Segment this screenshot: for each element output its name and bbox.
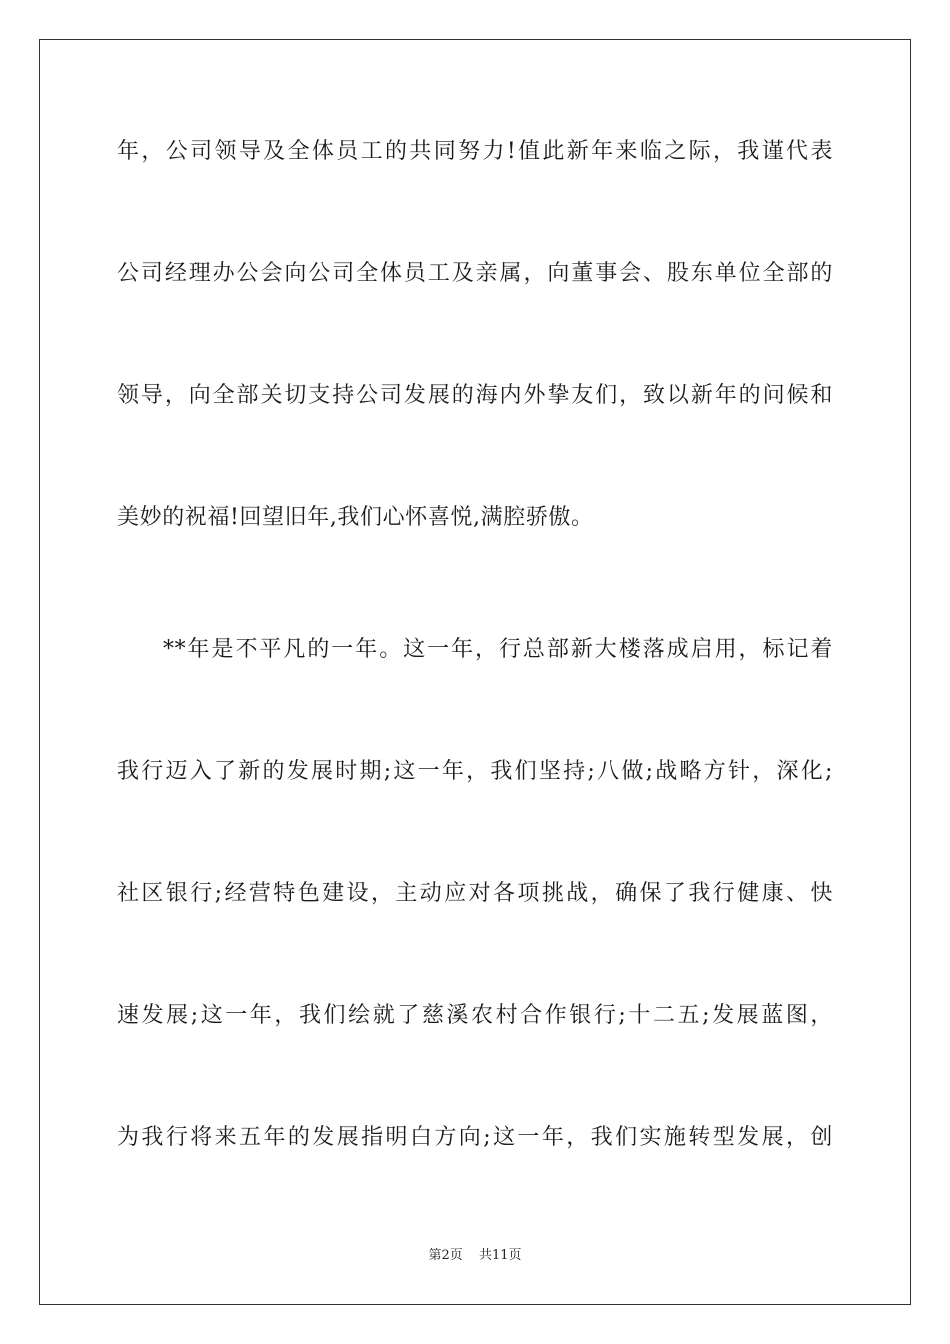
page-border [39, 39, 911, 1305]
body-line-4: 美妙的祝福!回望旧年,我们心怀喜悦,满腔骄傲。 [117, 505, 594, 530]
body-line-8: 速发展;这一年，我们绘就了慈溪农村合作银行;十二五;发展蓝图， [117, 1003, 833, 1028]
body-line-6: 我行迈入了新的发展时期;这一年，我们坚持;八做;战略方针，深化; [117, 759, 833, 784]
page-footer [0, 1247, 950, 1265]
body-line-9: 为我行将来五年的发展指明白方向;这一年，我们实施转型发展，创 [117, 1125, 833, 1150]
body-line-2: 公司经理办公会向公司全体员工及亲属，向董事会、股东单位全部的 [117, 261, 833, 286]
page-total: 共11页 [478, 1248, 522, 1263]
body-line-5-paragraph-start: **年是不平凡的一年。这一年，行总部新大楼落成启用，标记着 [163, 637, 833, 662]
page-number: 第2页 [428, 1248, 463, 1263]
body-line-7: 社区银行;经营特色建设，主动应对各项挑战，确保了我行健康、快 [117, 881, 833, 906]
body-line-3: 领导，向全部关切支持公司发展的海内外挚友们，致以新年的问候和 [117, 383, 833, 408]
body-line-1: 年，公司领导及全体员工的共同努力!值此新年来临之际，我谨代表 [117, 139, 833, 164]
